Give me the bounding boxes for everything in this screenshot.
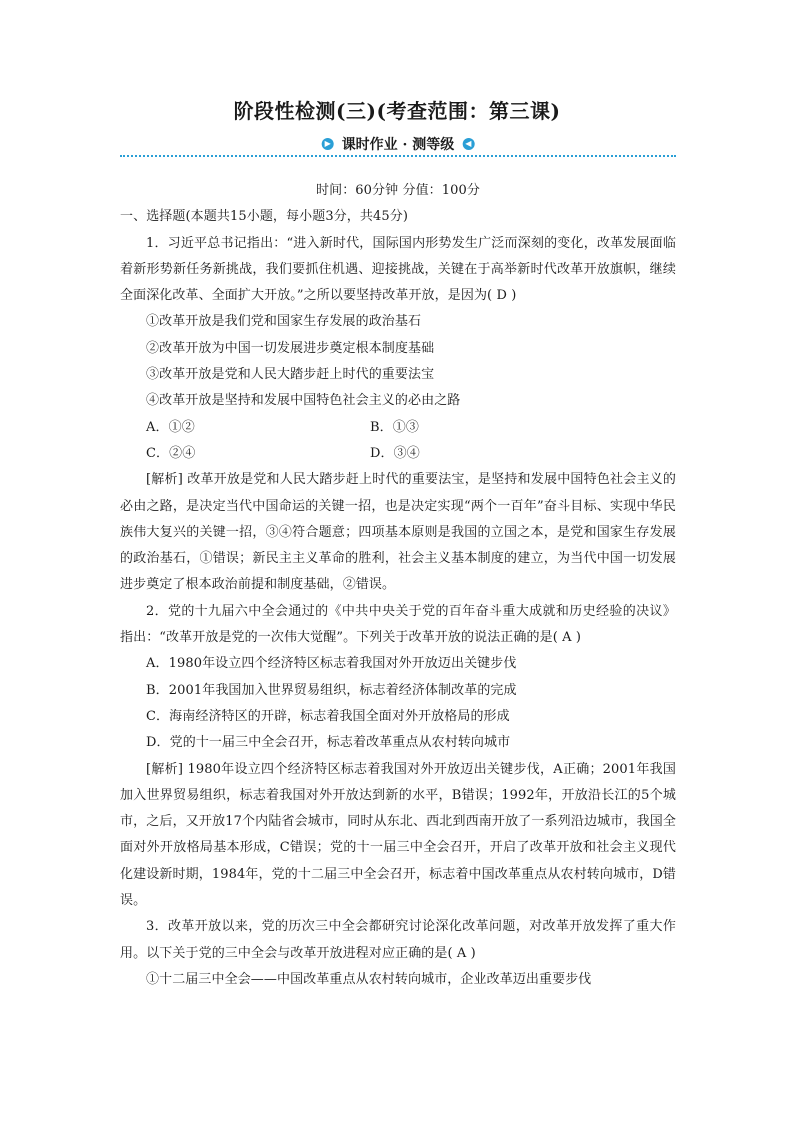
- q2-choice-a: A．1980年设立四个经济特区标志着我国对外开放迈出关键步伐: [146, 656, 517, 672]
- q1-choice-b: B．①③: [370, 419, 419, 435]
- question-1-stem: 1．习近平总书记指出：“进入新时代，国际国内形势发生广泛而深刻的变化，改革发展面临着新形势新任务新挑战，我们要抓住机遇、迎接挑战，关键在于高举新时代改革开放旗帜，继续全面深化改革、全面扩大开放。”之所以要坚持改革开放，是因为( D ): [120, 235, 676, 304]
- banner-label-wrap: [316, 134, 481, 154]
- q2-analysis: [解析] 1980年设立四个经济特区标志着我国对外开放迈出关键步伐，A正确；2001年我国加入世界贸易组织，标志着我国对外开放达到新的水平，B错误；1992年，开放沿长江的5个城市，之后，又开放17个内陆省会城市，同时从东北、西北到西南开放了一系列沿边城市，我国全面对外开放格局基本形成，C错误；党的十一届三中全会召开，开启了改革开放和社会主义现代化建设新时期，1984年，党的十二届三中全会召开，标志着中国改革重点从农村转向城市，D错误。: [120, 761, 676, 909]
- q1-choice-row: [120, 441, 676, 467]
- play-left-icon: ◀: [462, 138, 474, 150]
- q1-choice-d: D．③④: [370, 445, 420, 461]
- q1-item: ③改革开放是党和人民大踏步赶上时代的重要法宝: [146, 367, 435, 383]
- q1-choice-row: [120, 415, 676, 441]
- q2-choice-b: B．2001年我国加入世界贸易组织，标志着经济体制改革的完成: [146, 682, 517, 698]
- exam-meta: 时间：60分钟 分值：100分: [316, 183, 480, 198]
- section-heading: 一、选择题(本题共15小题，每小题3分，共45分): [120, 209, 408, 225]
- q1-choice-a: A．①②: [146, 419, 195, 435]
- question-3-stem: 3．改革开放以来，党的历次三中全会都研究讨论深化改革问题，对改革开放发挥了重大作用。以下关于党的三中全会与改革开放进程对应正确的是( A ): [120, 919, 676, 961]
- q1-choice-c: C．②④: [146, 445, 196, 461]
- q1-item: ④改革开放是坚持和发展中国特色社会主义的必由之路: [146, 393, 461, 409]
- q2-choice-c: C．海南经济特区的开辟，标志着我国全面对外开放格局的形成: [146, 708, 510, 724]
- page-title: 阶段性检测(三)(考查范围：第三课): [233, 99, 561, 123]
- q2-choice-d: D．党的十一届三中全会召开，标志着改革重点从农村转向城市: [146, 735, 511, 751]
- question-2-stem: 2．党的十九届六中全会通过的《中共中央关于党的百年奋斗重大成就和历史经验的决议》指出：“改革开放是党的一次伟大觉醒”。下列关于改革开放的说法正确的是( A ): [120, 603, 676, 646]
- q1-item: ①改革开放是我们党和国家生存发展的政治基石: [146, 314, 422, 330]
- q1-item: ②改革开放为中国一切发展进步奠定根本制度基础: [146, 340, 435, 356]
- play-right-icon: ▶: [322, 138, 334, 150]
- q3-item: ①十二届三中全会——中国改革重点从农村转向城市，企业改革迈出重要步伐: [146, 971, 592, 987]
- dotted-divider: [120, 155, 676, 157]
- section-banner: [120, 134, 676, 158]
- q1-analysis: [解析] 改革开放是党和人民大踏步赶上时代的重要法宝，是坚持和发展中国特色社会主义的必由之路，是决定当代中国命运的关键一招，也是决定实现“两个一百年”奋斗目标、实现中华民族伟大复兴的关键一招，③④符合题意；四项基本原则是我国的立国之本，是党和国家生存发展的政治基石，①错误；新民主主义革命的胜利，社会主义基本制度的建立，为当代中国一切发展进步奠定了根本政治前提和制度基础，②错误。: [120, 472, 676, 593]
- document-body: [120, 178, 676, 993]
- banner-label: 课时作业 · 测等级: [341, 137, 455, 153]
